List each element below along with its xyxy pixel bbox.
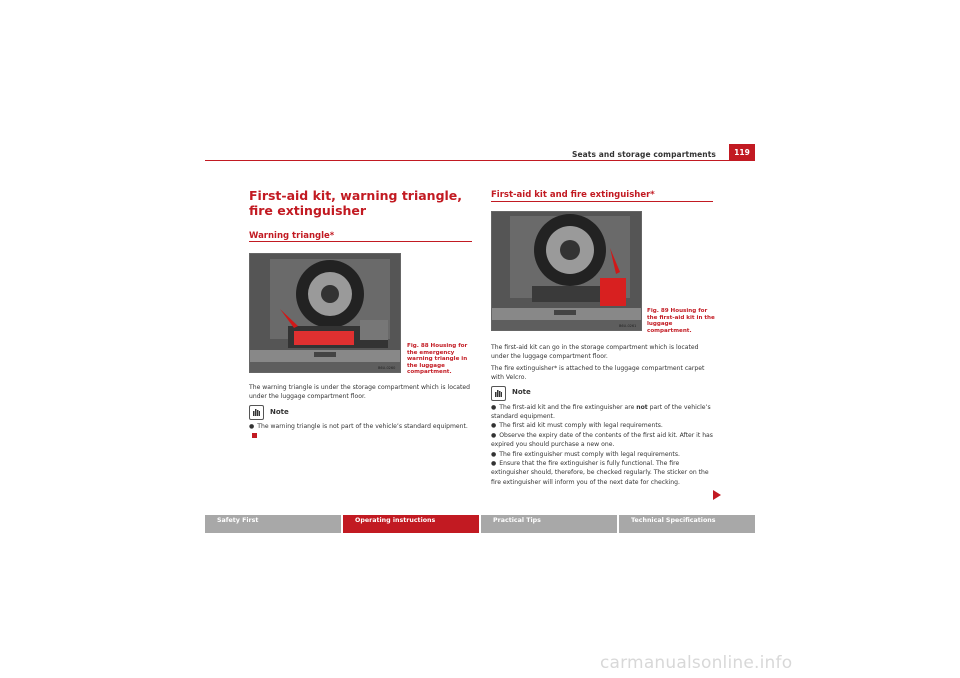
figure-code: B6U-0260 [378, 366, 396, 370]
note-bullet: ● The fire extinguisher must comply with legal requirements. [491, 450, 680, 458]
figure-caption-89: Fig. 89 Housing for the first-aid kit in the luggage compartment. [647, 308, 715, 334]
note-bullet: ● Ensure that the fire extinguisher is fully functional. The fire extinguisher should, therefore, be checked regularly. The sticker on the fire extinguisher will inform you of the next date for checking. [491, 460, 709, 486]
paragraph: The fire extinguisher* is attached to the luggage compartment carpet with Velcro. [491, 364, 705, 382]
continue-arrow-icon[interactable] [713, 490, 721, 500]
footer-tab-practical-tips[interactable]: Practical Tips [481, 515, 617, 533]
page-number: 119 [729, 144, 755, 161]
note-bullet: ● The first-aid kit and the fire extinguisher are not part of the vehicle’s standard equipment. [491, 403, 711, 421]
footer-tab-operating-instructions[interactable]: Operating instructions [343, 515, 479, 533]
note-heading [249, 405, 474, 420]
figure-warning-triangle [249, 253, 401, 373]
figure-code: B6U-0261 [619, 324, 637, 328]
footer-tab-technical-specifications[interactable]: Technical Specifications [619, 515, 755, 533]
note-icon [491, 386, 506, 401]
trunk-illustration [250, 254, 400, 372]
note-heading [491, 386, 715, 401]
footer-tab-safety-first[interactable]: Safety First [205, 515, 341, 533]
running-header-title: Seats and storage compartments [571, 150, 716, 159]
subsection-rule [249, 241, 472, 242]
subsection-title-warning-triangle: Warning triangle* [249, 231, 335, 241]
note-bullet: ● The first aid kit must comply with legal requirements. [491, 422, 663, 430]
note-bullet: ● The warning triangle is not part of the vehicle’s standard equipment. [249, 422, 474, 441]
note-label: Note [270, 407, 289, 416]
paragraph: The first-aid kit can go in the storage compartment which is located under the luggage compartment floor. [491, 344, 699, 361]
figure-first-aid-kit [491, 211, 642, 331]
section-title: First-aid kit, warning triangle, fire extinguisher [249, 188, 463, 218]
subsection-title-first-aid: First-aid kit and fire extinguisher* [491, 190, 655, 200]
watermark: carmanualsonline.info [600, 653, 793, 673]
note-bullet: ● Observe the expiry date of the contents of the first aid kit. After it has expired you should purchase a new one. [491, 431, 713, 449]
trunk-illustration [492, 212, 641, 330]
subsection-rule [491, 201, 713, 202]
note-label: Note [512, 388, 531, 397]
left-body-text [249, 383, 474, 441]
figure-caption-88: Fig. 88 Housing for the emergency warning triangle in the luggage compartment. [407, 343, 468, 376]
paragraph: The warning triangle is under the storage compartment which is located under the luggage compartment floor. [249, 384, 471, 401]
right-body-text [491, 343, 715, 487]
end-of-section-marker [252, 433, 257, 438]
header-rule [205, 160, 755, 161]
note-icon [249, 405, 264, 420]
